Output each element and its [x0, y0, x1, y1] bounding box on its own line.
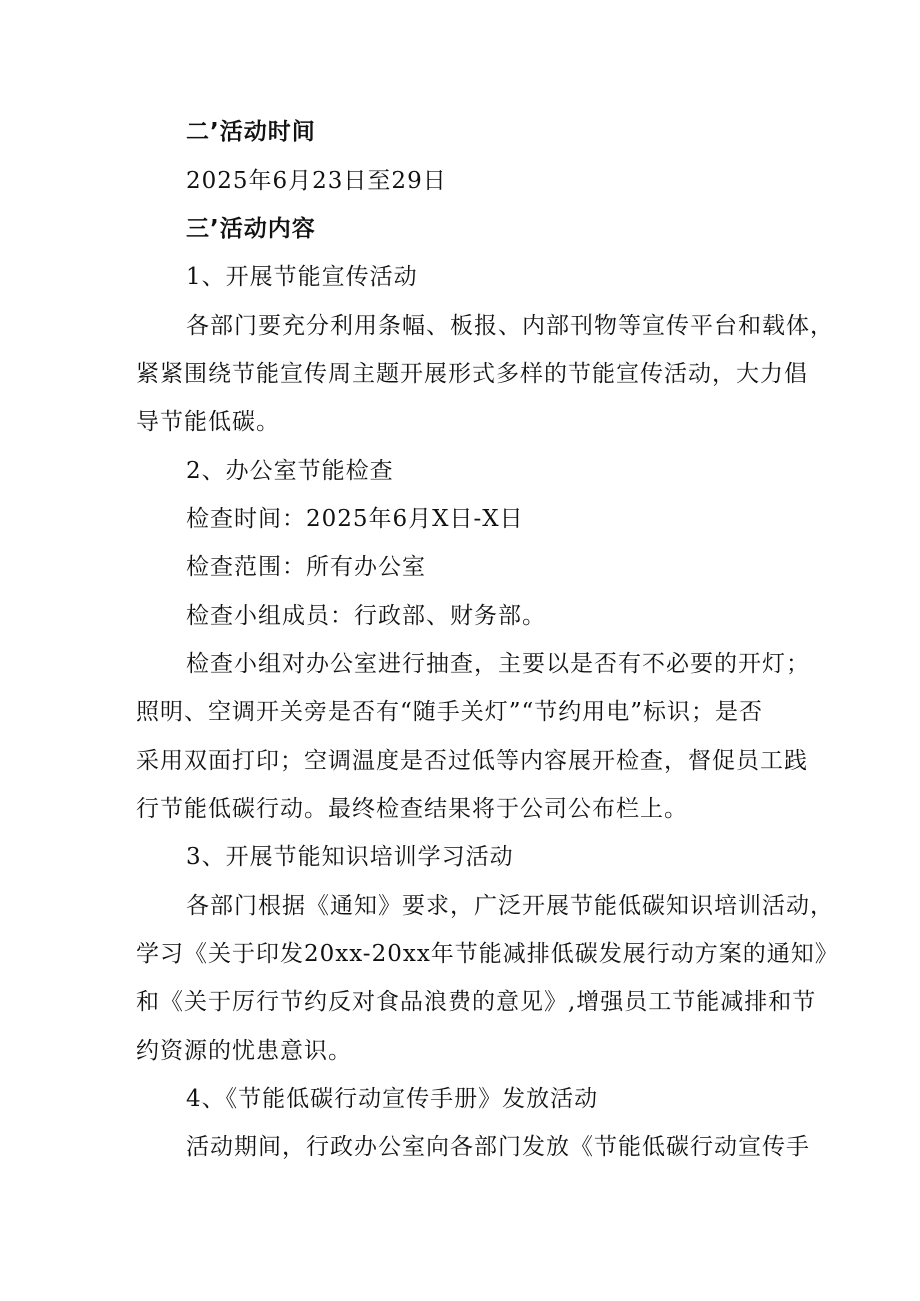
item-3-paragraph-line: 约资源的忧患意识。 — [136, 1038, 352, 1064]
item-3-title: 3、开展节能知识培训学习活动 — [186, 844, 514, 870]
item-2-check-scope: 检查范围：所有办公室 — [186, 554, 426, 580]
item-1-paragraph-line: 紧紧围绕节能宣传周主题开展形式多样的节能宣传活动，大力倡 — [136, 361, 808, 387]
item-2-title: 2、办公室节能检查 — [186, 458, 394, 484]
item-1-paragraph-line: 导节能低碳。 — [136, 409, 280, 435]
item-3-paragraph-line: 各部门根据《通知》要求，广泛开展节能低碳知识培训活动， — [186, 893, 834, 919]
item-2-paragraph-line: 行节能低碳行动。最终检查结果将于公司公布栏上。 — [136, 796, 688, 822]
activity-time-value: 2025年6月23日至29日 — [186, 168, 447, 194]
item-4-title: 4、《节能低碳行动宣传手册》发放活动 — [186, 1086, 599, 1112]
item-2-check-time: 检查时间：2025年6月X日-X日 — [186, 506, 524, 532]
item-1-title: 1、开展节能宣传活动 — [186, 264, 418, 290]
section-heading-activity-content: 三’活动内容 — [186, 216, 316, 242]
section-heading-activity-time: 二’活动时间 — [186, 119, 316, 145]
item-3-paragraph-line: 和《关于厉行节约反对食品浪费的意见》,增强员工节能减排和节 — [136, 989, 817, 1015]
item-2-paragraph-line: 采用双面打印；空调温度是否过低等内容展开检查，督促员工践 — [136, 748, 808, 774]
item-4-paragraph-line: 活动期间，行政办公室向各部门发放《节能低碳行动宣传手 — [186, 1134, 810, 1160]
item-2-paragraph-line: 检查小组对办公室进行抽查，主要以是否有不必要的开灯； — [186, 651, 810, 677]
item-2-check-members: 检查小组成员：行政部、财务部。 — [186, 603, 546, 629]
item-1-paragraph-line: 各部门要充分利用条幅、板报、内部刊物等宣传平台和载体， — [186, 313, 834, 339]
item-3-paragraph-line: 学习《关于印发20xx-20xx年节能减排低碳发展行动方案的通知》 — [136, 941, 839, 967]
item-2-paragraph-line: 照明、空调开关旁是否有“随手关灯”“节约用电”标识；是否 — [136, 699, 764, 725]
